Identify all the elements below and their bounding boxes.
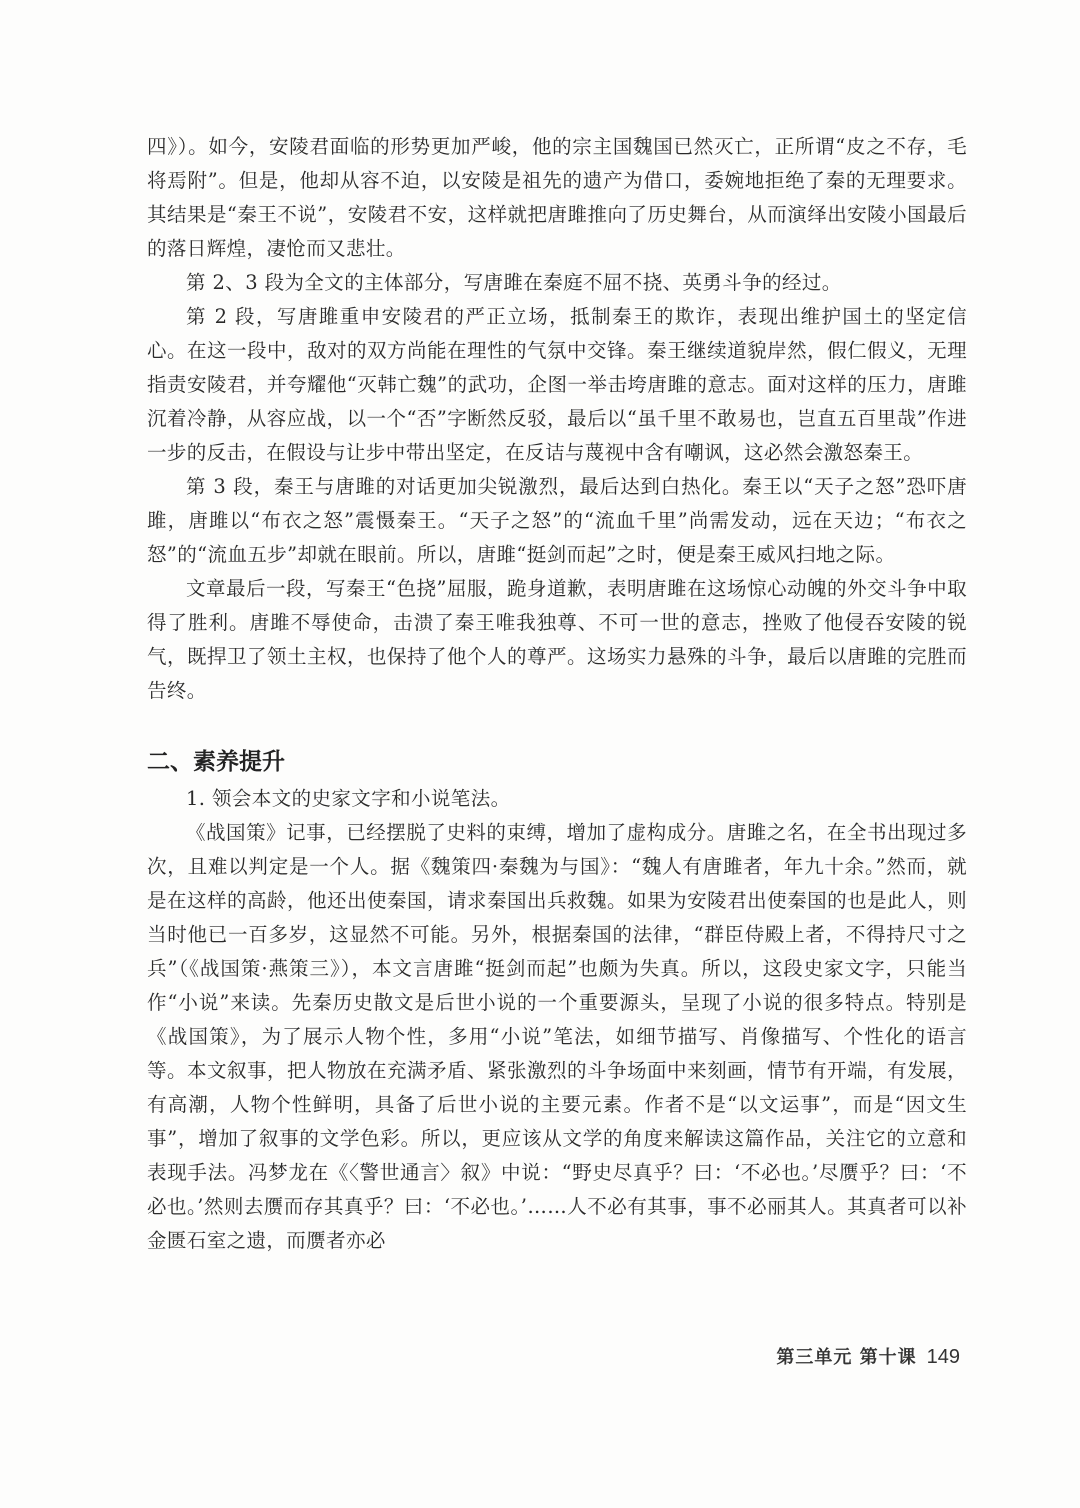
unit-lesson-label: 第三单元 第十课 [776,1347,917,1368]
list-item-1: 1. 领会本文的史家文字和小说笔法。 [186,787,511,810]
paragraph-section-2: 第 2 段，写唐雎重申安陵君的严正立场，抵制秦王的欺诈，表现出维护国土的坚定信心。在这一段中，敌对的双方尚能在理性的气氛中交锋。秦王继续道貌岸然，假仁假义，无理指责安陵君，并夸耀他“灭韩亡魏”的武功，企图一举击垮唐雎的意志。面对这样的压力，唐雎沉着冷静，从容应战，以一个“否”字断然反驳，最后以“虽千里不敢易也，岂直五百里哉”作进一步的反击，在假设与让步中带出坚定，在反诘与蔑视中含有嘲讽，这必然会激怒秦王。 [147,305,967,464]
paragraph-continuation: 四》）。如今，安陵君面临的形势更加严峻，他的宗主国魏国已然灭亡，正所谓“皮之不存，毛将焉附”。但是，他却从容不迫，以安陵是祖先的遗产为借口，委婉地拒绝了秦的无理要求。其结果是“秦王不说”，安陵君不安，这样就把唐雎推向了历史舞台，从而演绎出安陵小国最后的落日辉煌，凄怆而又悲壮。 [147,135,967,260]
paragraph-literary-analysis: 《战国策》记事，已经摆脱了史料的束缚，增加了虚构成分。唐雎之名，在全书出现过多次，且难以判定是一个人。据《魏策四·秦魏为与国》：“魏人有唐雎者，年九十余。”然而，就是在这样的高龄，他还出使秦国，请求秦国出兵救魏。如果为安陵君出使秦国的也是此人，则当时他已一百多岁，这显然不可能。另外，根据秦国的法律，“群臣侍殿上者，不得持尺寸之兵”（《战国策·燕策三》），本文言唐雎“挺剑而起”也颇为失真。所以，这段史家文字，只能当作“小说”来读。先秦历史散文是后世小说的一个重要源头，呈现了小说的很多特点。特别是《战国策》，为了展示人物个性，多用“小说”笔法，如细节描写、肖像描写、个性化的语言等。本文叙事，把人物放在充满矛盾、紧张激烈的斗争场面中来刻画，情节有开端，有发展，有高潮，人物个性鲜明，具备了后世小说的主要元素。作者不是“以文运事”，而是“因文生事”，增加了叙事的文学色彩。所以，更应该从文学的角度来解读这篇作品，关注它的立意和表现手法。冯梦龙在《〈警世通言〉叙》中说：“野史尽真乎？曰：‘不必也。’尽赝乎？曰：‘不必也。’然则去赝而存其真乎？曰：‘不必也。’……人不必有其事，事不必丽其人。其真者可以补金匮石室之遗，而赝者亦必 [147,821,967,1252]
section-heading: 二、素养提升 [147,749,285,775]
paragraph-section-3: 第 3 段，秦王与唐雎的对话更加尖锐激烈，最后达到白热化。秦王以“天子之怒”恐吓唐雎，唐雎以“布衣之怒”震慑秦王。“天子之怒”的“流血千里”尚需发动，远在天边；“布衣之怒”的“流血五步”却就在眼前。所以，唐雎“挺剑而起”之时，便是秦王威风扫地之际。 [147,475,967,566]
page-number: 149 [926,1346,960,1368]
paragraph-structure-summary: 第 2、3 段为全文的主体部分，写唐雎在秦庭不屈不挠、英勇斗争的经过。 [186,271,842,294]
page-footer [776,1345,960,1370]
paragraph-final-section: 文章最后一段，写秦王“色挠”屈服，跪身道歉，表明唐雎在这场惊心动魄的外交斗争中取得了胜利。唐雎不辱使命，击溃了秦王唯我独尊、不可一世的意志，挫败了他侵吞安陵的锐气，既捍卫了领土主权，也保持了他个人的尊严。这场实力悬殊的斗争，最后以唐雎的完胜而告终。 [147,577,967,702]
body-text [147,130,967,1258]
